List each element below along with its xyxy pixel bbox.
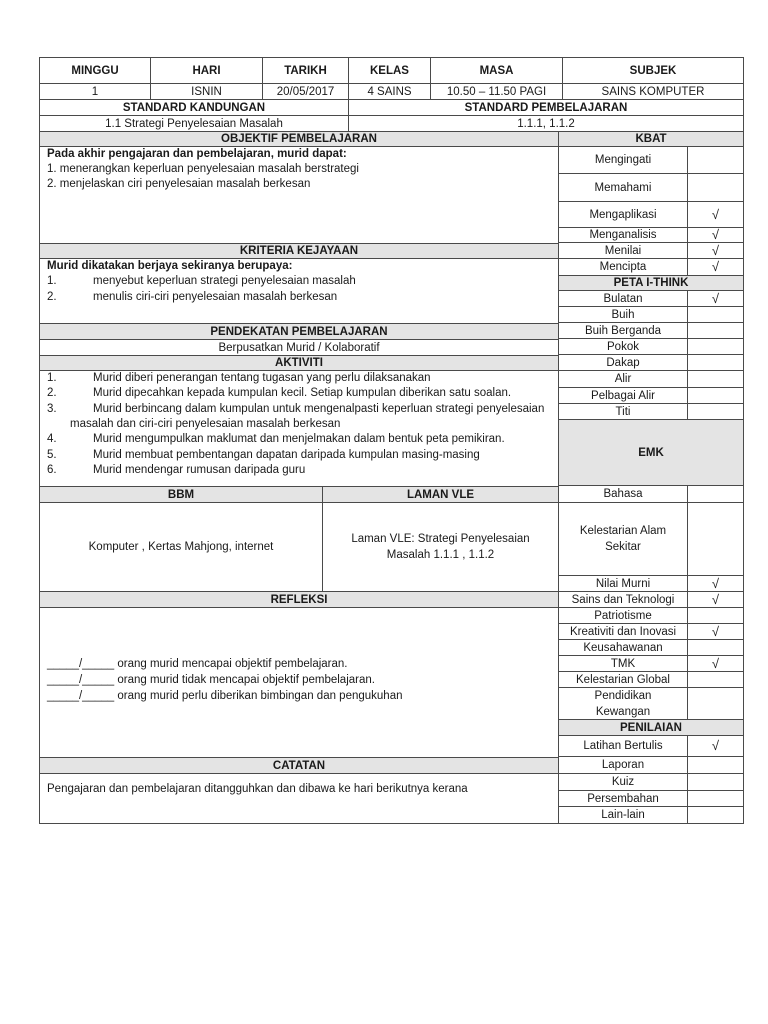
pendekatan-value: Berpusatkan Murid / Kolaboratif <box>39 339 559 356</box>
kbat-label-menilai: Menilai <box>558 242 688 259</box>
bbm-header: BBM <box>39 486 323 503</box>
kriteria-item-1-number: 1. <box>47 275 57 287</box>
header-value-tarikh: 20/05/2017 <box>262 83 349 100</box>
catatan-text: Pengajaran dan pembelajaran ditangguhkan dan dibawa ke hari berikutnya kerana <box>47 783 468 795</box>
penilaian-label-persembahan: Persembahan <box>558 790 688 807</box>
ithink-mark-titi <box>687 403 744 420</box>
emk-mark-kelestarian-global <box>687 671 744 688</box>
header-value-subjek: SAINS KOMPUTER <box>562 83 744 100</box>
kbat-label-menganalisis: Menganalisis <box>558 227 688 243</box>
ithink-label-bulatan: Bulatan <box>558 290 688 307</box>
emk-label-kelestarian-alam-sekitar-text: Kelestarian Alam Sekitar <box>579 525 667 553</box>
emk-label-kreativiti-dan-inovasi: Kreativiti dan Inovasi <box>558 623 688 640</box>
header-label-minggu: MINGGU <box>39 57 151 84</box>
standard-kandungan-label: STANDARD KANDUNGAN <box>39 99 349 116</box>
ithink-label-dakap: Dakap <box>558 354 688 371</box>
aktiviti-item-3-continuation: masalah dan ciri-ciri penyelesaian masalah berkesan <box>70 418 341 430</box>
header-label-subjek: SUBJEK <box>562 57 744 84</box>
kbat-mark-menilai: √ <box>687 242 744 259</box>
catatan-header: CATATAN <box>39 757 559 774</box>
emk-label-nilai-murni: Nilai Murni <box>558 575 688 592</box>
ithink-mark-pokok <box>687 338 744 355</box>
objektif-header: OBJEKTIF PEMBELAJARAN <box>39 131 559 147</box>
kriteria-header: KRITERIA KEJAYAAN <box>39 243 559 259</box>
emk-mark-bahasa <box>687 485 744 503</box>
header-value-minggu: 1 <box>39 83 151 100</box>
aktiviti-item-2-number: 2. <box>47 387 57 399</box>
ithink-label-buih: Buih <box>558 306 688 323</box>
laman-vle-content <box>322 502 559 592</box>
kbat-header: KBAT <box>558 131 744 147</box>
penilaian-mark-persembahan <box>687 790 744 807</box>
ithink-label-alir: Alir <box>558 370 688 388</box>
emk-mark-pendidikan-kewangan <box>687 687 744 720</box>
ithink-mark-dakap <box>687 354 744 371</box>
aktiviti-item-6-number: 6. <box>47 464 57 476</box>
kriteria-item-2-text: menulis ciri-ciri penyelesaian masalah berkesan <box>93 291 338 303</box>
emk-label-pendidikan-kewangan <box>558 687 688 720</box>
emk-mark-sains-dan-teknologi: √ <box>687 591 744 608</box>
kbat-mark-mengaplikasi: √ <box>687 201 744 228</box>
aktiviti-item-4-number: 4. <box>47 433 57 445</box>
ithink-mark-alir <box>687 370 744 388</box>
refleksi-line-3: _____/_____ orang murid perlu diberikan bimbingan dan pengukuhan <box>47 690 403 702</box>
emk-label-sains-dan-teknologi: Sains dan Teknologi <box>558 591 688 608</box>
standard-pembelajaran-label: STANDARD PEMBELAJARAN <box>348 99 744 116</box>
penilaian-label-lain-lain: Lain-lain <box>558 806 688 824</box>
penilaian-mark-laporan <box>687 756 744 774</box>
header-value-hari: ISNIN <box>150 83 263 100</box>
emk-label-bahasa: Bahasa <box>558 485 688 503</box>
kbat-label-mengaplikasi: Mengaplikasi <box>558 201 688 228</box>
aktiviti-item-2-text: Murid dipecahkan kepada kumpulan kecil. Setiap kumpulan diberikan satu soalan. <box>93 387 512 399</box>
laman-vle-line-1: Laman VLE: Strategi Penyelesaian <box>351 533 530 545</box>
header-label-hari: HARI <box>150 57 263 84</box>
ithink-mark-buih <box>687 306 744 323</box>
kbat-mark-mencipta: √ <box>687 258 744 276</box>
aktiviti-item-5-text: Murid membuat pembentangan dapatan daripada kumpulan masing-masing <box>93 449 480 461</box>
objektif-intro: Pada akhir pengajaran dan pembelajaran, murid dapat: <box>47 148 347 160</box>
header-value-masa: 10.50 – 11.50 PAGI <box>430 83 563 100</box>
objektif-item-1: 1. menerangkan keperluan penyelesaian masalah berstrategi <box>47 163 359 175</box>
refleksi-line-2: _____/_____ orang murid tidak mencapai objektif pembelajaran. <box>47 674 375 686</box>
aktiviti-item-4-text: Murid mengumpulkan maklumat dan menjelmakan dalam bentuk peta pemikiran. <box>93 433 505 445</box>
ithink-label-pokok: Pokok <box>558 338 688 355</box>
aktiviti-item-5-number: 5. <box>47 449 57 461</box>
standard-pembelajaran-value: 1.1.1, 1.1.2 <box>348 115 744 132</box>
pendekatan-header: PENDEKATAN PEMBELAJARAN <box>39 323 559 340</box>
aktiviti-item-3-text: Murid berbincang dalam kumpulan untuk mengenalpasti keperluan strategi penyelesaian <box>93 403 545 415</box>
emk-mark-patriotisme <box>687 607 744 624</box>
header-value-kelas: 4 SAINS <box>348 83 431 100</box>
penilaian-header: PENILAIAN <box>558 719 744 736</box>
bbm-content: Komputer , Kertas Mahjong, internet <box>39 502 323 592</box>
peta-ithink-header: PETA I-THINK <box>558 275 744 291</box>
emk-label-tmk: TMK <box>558 655 688 672</box>
kbat-label-memahami: Memahami <box>558 173 688 202</box>
ithink-label-buih-berganda: Buih Berganda <box>558 322 688 339</box>
kbat-label-mengingati: Mengingati <box>558 146 688 174</box>
kriteria-content <box>39 258 559 324</box>
kbat-mark-menganalisis: √ <box>687 227 744 243</box>
emk-mark-kelestarian-alam-sekitar <box>687 502 744 576</box>
penilaian-mark-kuiz <box>687 773 744 791</box>
emk-label-patriotisme: Patriotisme <box>558 607 688 624</box>
header-label-kelas: KELAS <box>348 57 431 84</box>
aktiviti-content <box>39 370 559 487</box>
penilaian-label-latihan-bertulis: Latihan Bertulis <box>558 735 688 757</box>
objektif-content <box>39 146 559 244</box>
aktiviti-item-3-number: 3. <box>47 403 57 415</box>
header-label-masa: MASA <box>430 57 563 84</box>
kbat-mark-memahami <box>687 173 744 202</box>
aktiviti-header: AKTIVITI <box>39 355 559 371</box>
emk-mark-tmk: √ <box>687 655 744 672</box>
ithink-mark-buih-berganda <box>687 322 744 339</box>
kriteria-intro: Murid dikatakan berjaya sekiranya berupaya: <box>47 260 293 272</box>
ithink-label-titi: Titi <box>558 403 688 420</box>
penilaian-mark-lain-lain <box>687 806 744 824</box>
ithink-mark-bulatan: √ <box>687 290 744 307</box>
emk-label-kelestarian-alam-sekitar <box>558 502 688 576</box>
emk-label-kelestarian-global: Kelestarian Global <box>558 671 688 688</box>
aktiviti-item-1-number: 1. <box>47 372 57 384</box>
penilaian-label-laporan: Laporan <box>558 756 688 774</box>
emk-label-keusahawanan: Keusahawanan <box>558 639 688 656</box>
header-label-tarikh: TARIKH <box>262 57 349 84</box>
objektif-item-2: 2. menjelaskan ciri penyelesaian masalah berkesan <box>47 178 311 190</box>
kbat-mark-mengingati <box>687 146 744 174</box>
penilaian-mark-latihan-bertulis: √ <box>687 735 744 757</box>
aktiviti-item-1-text: Murid diberi penerangan tentang tugasan yang perlu dilaksanakan <box>93 372 431 384</box>
refleksi-content <box>39 607 559 758</box>
ithink-label-pelbagai-alir: Pelbagai Alir <box>558 387 688 404</box>
laman-vle-header: LAMAN VLE <box>322 486 559 503</box>
kriteria-item-2-number: 2. <box>47 291 57 303</box>
emk-label-pendidikan-kewangan-text: Pendidikan Kewangan <box>594 689 652 718</box>
catatan-content <box>39 773 559 824</box>
emk-header: EMK <box>558 419 744 486</box>
kriteria-item-1-text: menyebut keperluan strategi penyelesaian masalah <box>93 275 356 287</box>
kbat-label-mencipta: Mencipta <box>558 258 688 276</box>
penilaian-label-kuiz: Kuiz <box>558 773 688 791</box>
emk-mark-nilai-murni: √ <box>687 575 744 592</box>
ithink-mark-pelbagai-alir <box>687 387 744 404</box>
emk-mark-kreativiti-dan-inovasi: √ <box>687 623 744 640</box>
refleksi-header: REFLEKSI <box>39 591 559 608</box>
refleksi-line-1: _____/_____ orang murid mencapai objektif pembelajaran. <box>47 658 348 670</box>
laman-vle-line-2: Masalah 1.1.1 , 1.1.2 <box>386 549 495 561</box>
aktiviti-item-6-text: Murid mendengar rumusan daripada guru <box>93 464 306 476</box>
emk-mark-keusahawanan <box>687 639 744 656</box>
standard-kandungan-value: 1.1 Strategi Penyelesaian Masalah <box>39 115 349 132</box>
